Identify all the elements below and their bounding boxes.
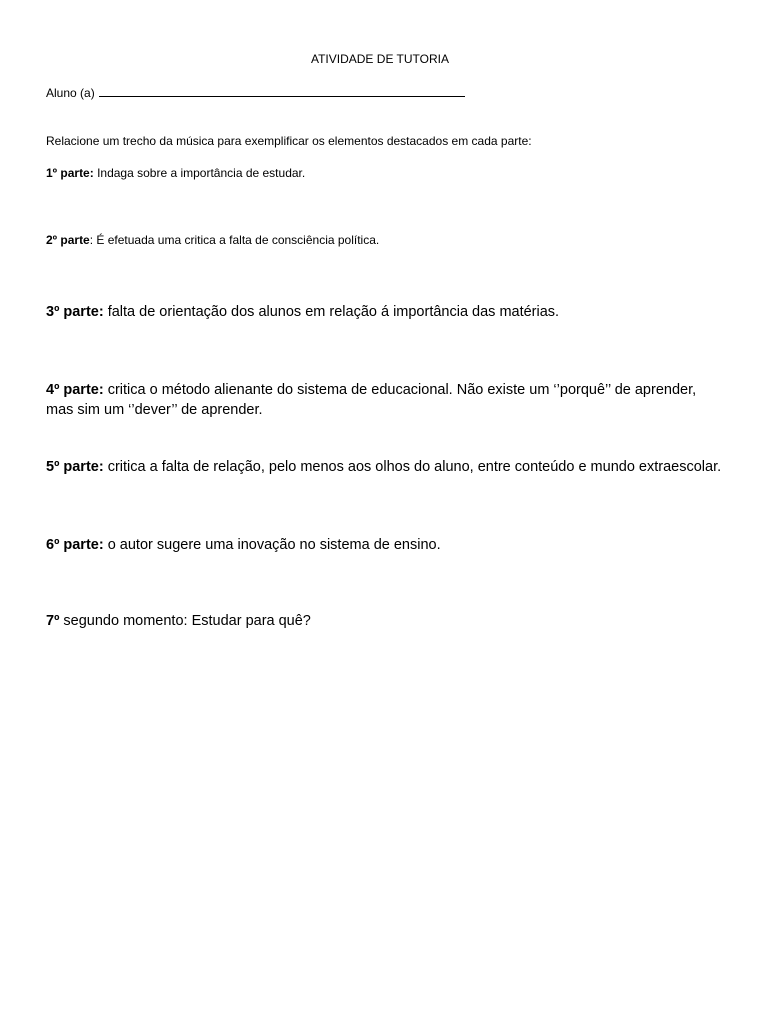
student-name-blank (99, 96, 465, 97)
part-4-label: 4º parte: (46, 382, 104, 398)
part-7-label: 7º (46, 613, 60, 629)
part-7-text: segundo momento: Estudar para quê? (59, 613, 311, 629)
part-7 (46, 611, 726, 631)
part-4 (46, 380, 726, 420)
part-3-text: falta de orientação dos alunos em relação á importância das matérias. (103, 304, 560, 320)
part-4-text: critica o método alienante do sistema de educacional. Não existe um ‘’porquê’’ de aprender, mas sim um ‘’dever’’ de aprender. (46, 382, 697, 418)
document-title: ATIVIDADE DE TUTORIA (310, 52, 450, 66)
part-2 (46, 233, 726, 247)
part-3-label: 3º parte: (46, 304, 104, 320)
student-label: Aluno (a) (46, 86, 95, 100)
part-5 (46, 457, 726, 477)
part-1-text: Indaga sobre a importância de estudar. (93, 166, 306, 180)
part-3 (46, 302, 726, 322)
instruction-text: Relacione um trecho da música para exemplificar os elementos destacados em cada parte: (46, 134, 532, 148)
part-5-label: 5º parte: (46, 459, 104, 475)
part-6-label: 6º parte: (46, 537, 104, 553)
part-6 (46, 535, 726, 555)
student-name-line (46, 86, 726, 100)
part-2-label: 2º parte (46, 233, 90, 247)
part-6-text: o autor sugere uma inovação no sistema de ensino. (103, 537, 441, 553)
part-1 (46, 166, 726, 180)
part-2-text: : É efetuada uma critica a falta de consciência política. (89, 233, 380, 247)
part-5-text: critica a falta de relação, pelo menos aos olhos do aluno, entre conteúdo e mundo extraescolar. (103, 459, 722, 475)
part-1-label: 1º parte: (46, 166, 94, 180)
